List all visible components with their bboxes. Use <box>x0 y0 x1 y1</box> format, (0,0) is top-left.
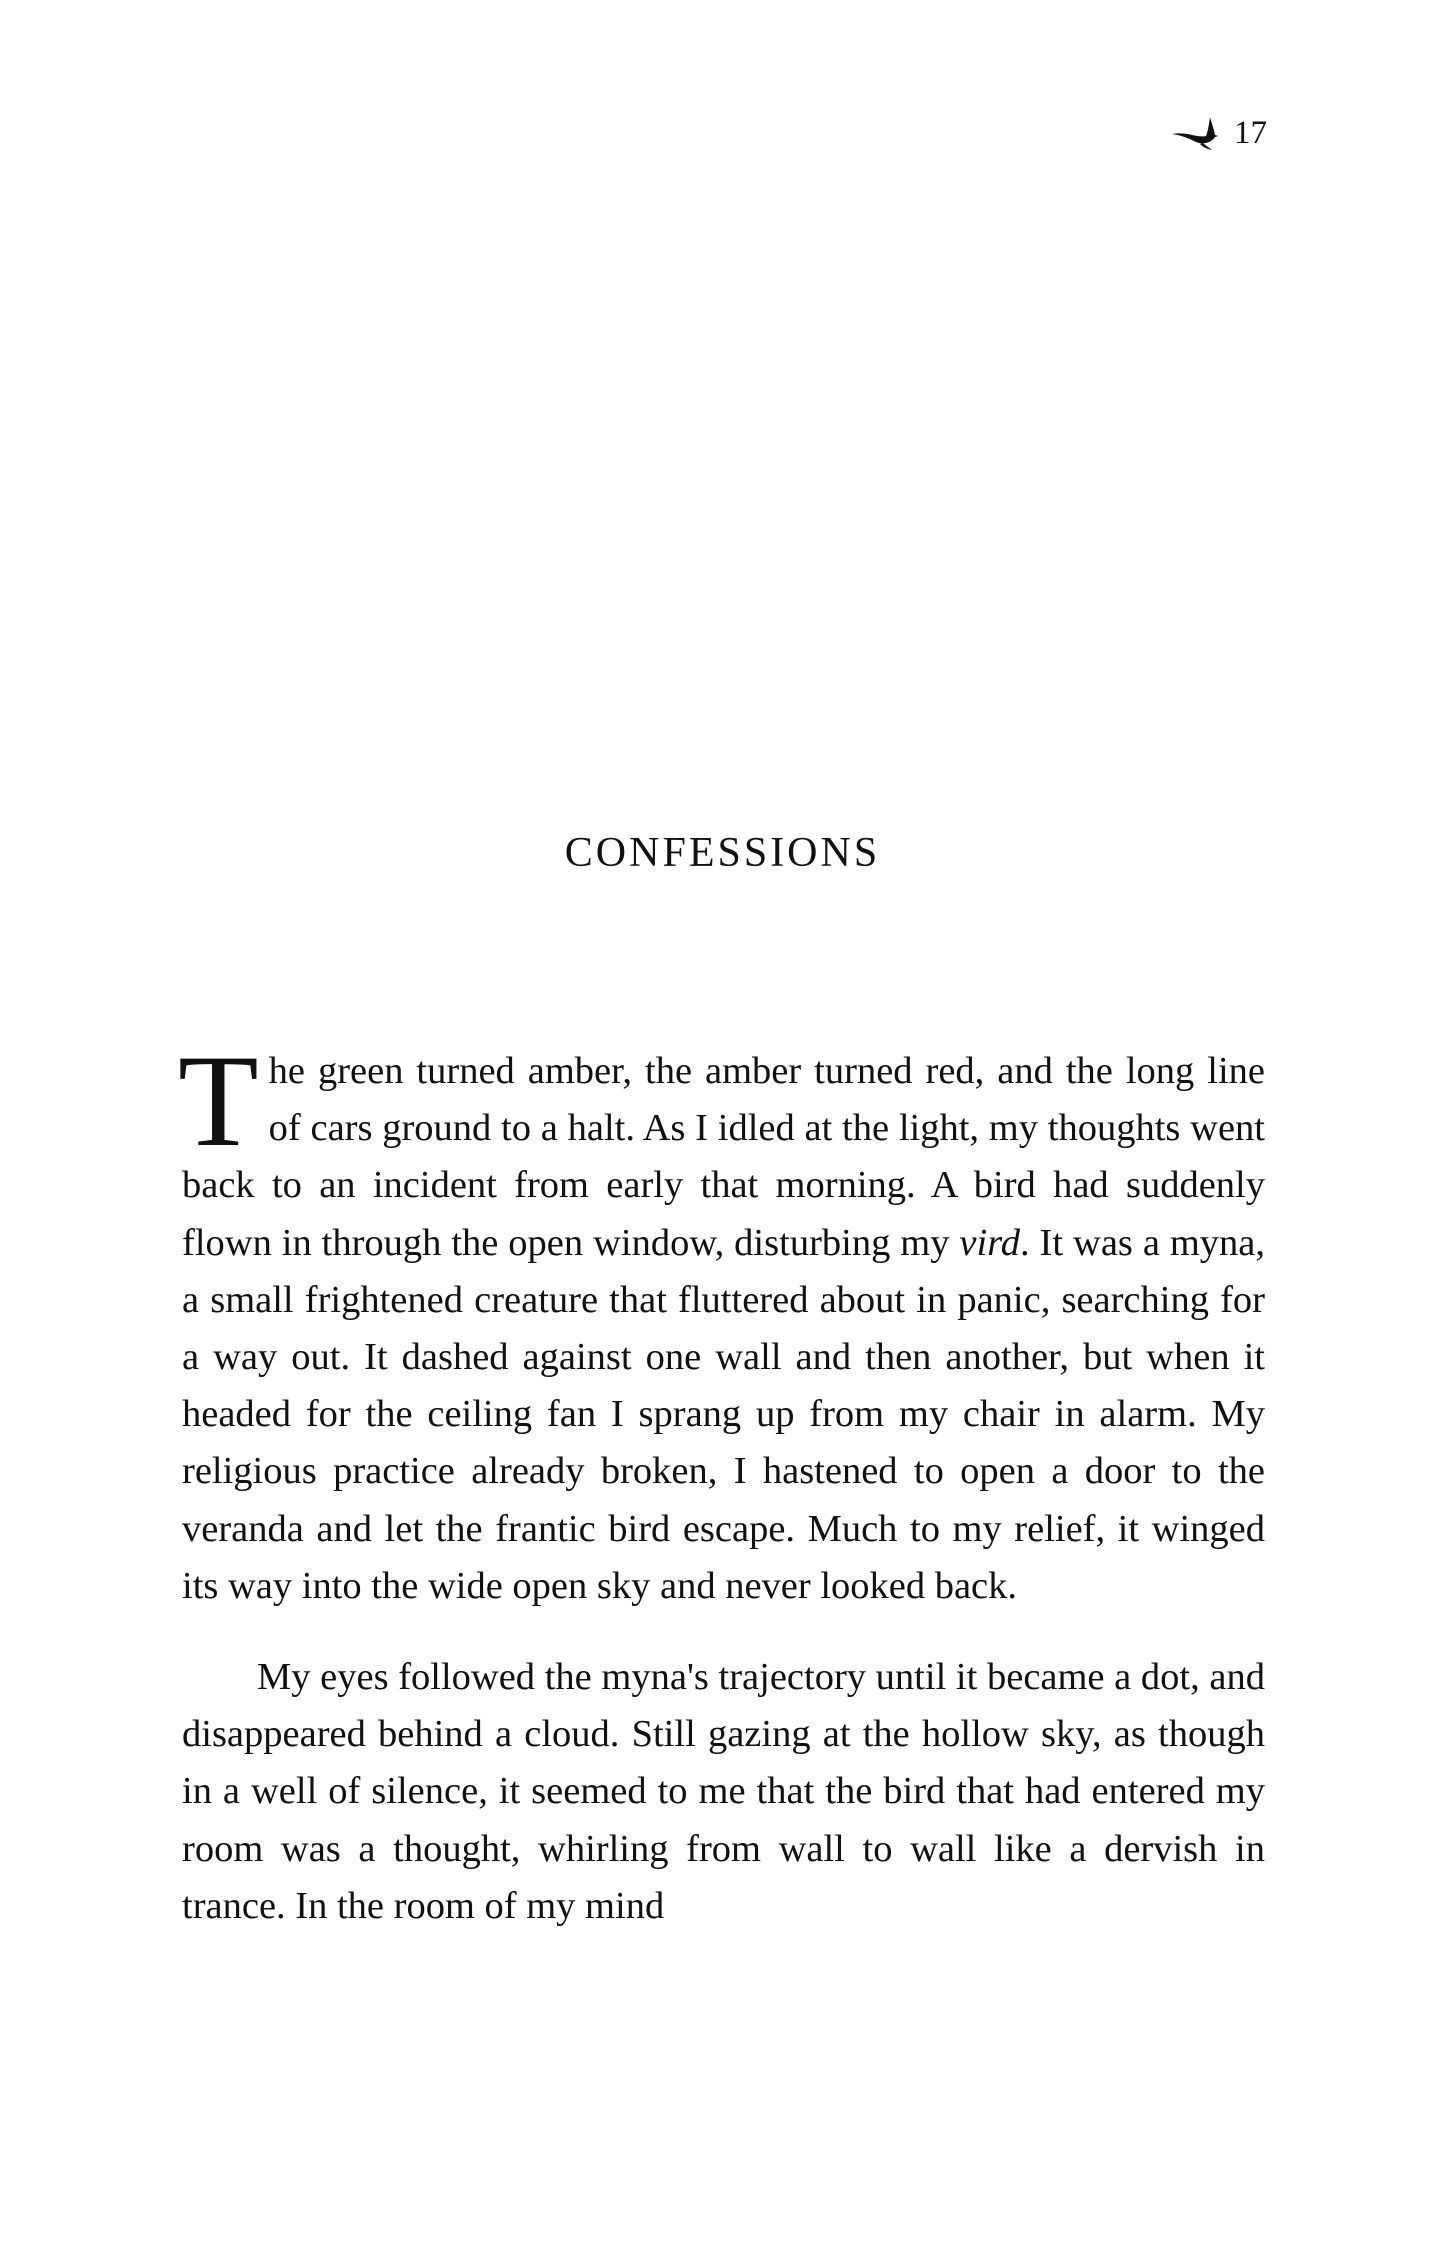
drop-cap: T <box>178 1027 259 1174</box>
paragraph-1-text-start: he green turned amber, the amber turned red, and the long line of cars ground to a halt. As I idled at the light, my thoughts went back to an incident from early that morning. A bird had suddenly flown in through the open window, disturbing my <box>182 1050 1265 1264</box>
chapter-title: CONFESSIONS <box>564 830 881 876</box>
italic-word: vird <box>959 1221 1020 1264</box>
bird-icon <box>1170 114 1220 152</box>
page-number: 17 <box>1234 114 1267 151</box>
paragraph-2: My eyes followed the myna's trajectory until it became a dot, and disappeared behind a cloud. Still gazing at the hollow sky, as though in a well of silence, it seemed to me that the bird that had entered my room was a thought, whirling from wall to wall like a dervish in trance. In the room of my mind <box>182 1656 1265 1927</box>
page-header <box>1170 108 1267 158</box>
paragraph-1-text-end: . It was a myna, a small frightened creature that fluttered about in panic, searching for a way out. It dashed against one wall and then another, but when it headed for the ceiling fan I sprang up from my chair in alarm. My religious practice already broken, I hastened to open a door to the veranda and let the frantic bird escape. Much to my relief, it winged its way into the wide open sky and never looked back. <box>182 1221 1265 1607</box>
paragraph-1 <box>178 1027 1265 1615</box>
body-text <box>178 1027 1265 1935</box>
